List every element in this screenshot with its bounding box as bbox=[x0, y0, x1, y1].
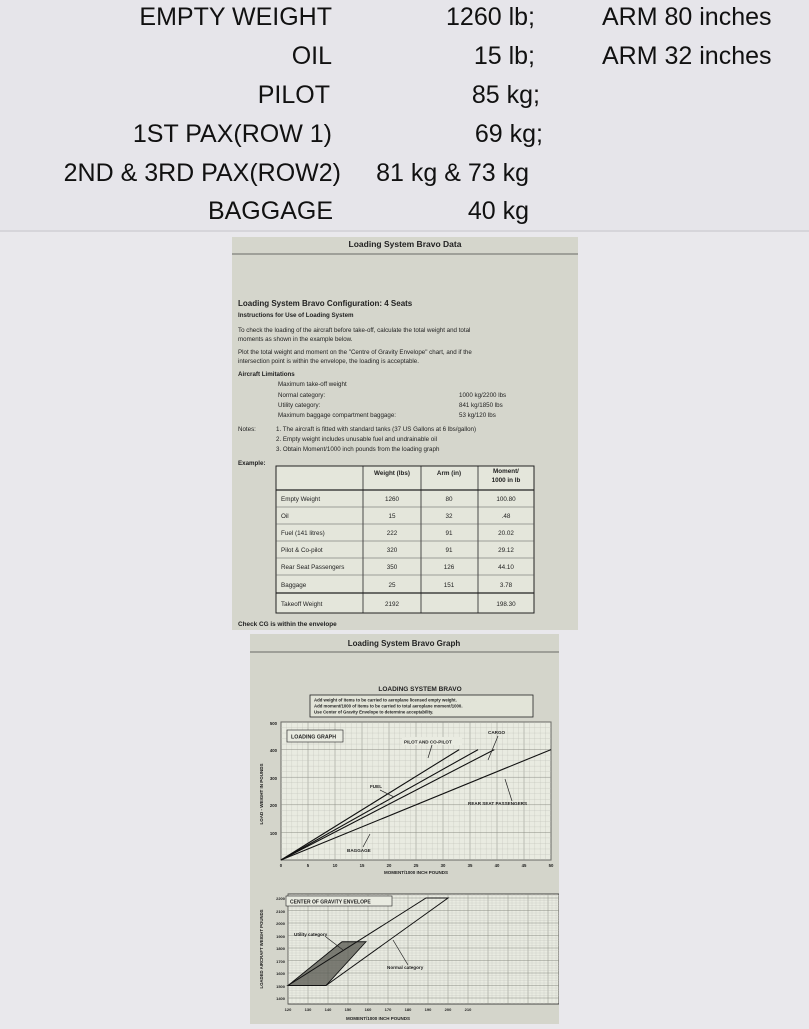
y-tick: 400 bbox=[269, 748, 277, 753]
instruction-line-2: moments as shown in the example below. bbox=[238, 336, 353, 343]
x-tick: 200 bbox=[444, 1007, 452, 1012]
data-page-header: Loading System Bravo Data bbox=[348, 239, 462, 249]
note-3: 3. Obtain Moment/1000 inch pounds from the loading graph bbox=[276, 446, 440, 453]
cg-y-ticks bbox=[276, 896, 286, 1001]
loading-graph-svg bbox=[250, 634, 559, 1024]
instruction-line-3: Plot the total weight and moment on the "Centre of Gravity Envelope" chart, and if the bbox=[238, 349, 472, 356]
y-tick: 500 bbox=[269, 721, 277, 726]
col-arm-header: Arm (in) bbox=[436, 470, 462, 477]
row-item: Takeoff Weight bbox=[281, 601, 323, 608]
row-weight: 2192 bbox=[384, 601, 400, 608]
row-item: Pilot & Co-pilot bbox=[281, 547, 323, 554]
x-tick: 190 bbox=[424, 1007, 432, 1012]
question-value-empty-weight: 1260 lb; bbox=[446, 3, 535, 31]
label-cargo: CARGO bbox=[488, 730, 506, 735]
utility-category-text: Utility category bbox=[294, 932, 328, 937]
check-cg-footer: Check CG is within the envelope bbox=[238, 621, 337, 628]
box-line-3: Use Center of Gravity Envelope to determine acceptability. bbox=[314, 709, 434, 715]
row-weight: 1260 bbox=[384, 496, 400, 503]
row-weight: 25 bbox=[388, 582, 396, 589]
x-tick: 120 bbox=[284, 1007, 292, 1012]
instructions-heading: Instructions for Use of Loading System bbox=[238, 312, 354, 319]
row-moment: 29.12 bbox=[498, 547, 514, 554]
baggage-limit-value: 53 kg/120 lbs bbox=[459, 412, 496, 419]
x-tick: 140 bbox=[324, 1007, 332, 1012]
x-tick: 45 bbox=[521, 863, 527, 868]
x-tick: 30 bbox=[440, 863, 446, 868]
col-weight-header: Weight (lbs) bbox=[374, 470, 410, 477]
instruction-line-4: intersection point is within the envelope, the loading is acceptable. bbox=[238, 358, 419, 365]
x-tick: 5 bbox=[306, 863, 310, 868]
x-tick: 35 bbox=[467, 863, 473, 868]
cg-y-axis-label: LOADED AIRCRAFT WEIGHT POUNDS bbox=[259, 909, 264, 989]
row-weight: 222 bbox=[386, 530, 398, 537]
col-moment-header-2: 1000 in lb bbox=[491, 477, 521, 484]
question-label-pax23: 2ND & 3RD PAX(ROW2) bbox=[63, 159, 341, 187]
question-label-empty-weight: EMPTY WEIGHT bbox=[139, 3, 332, 31]
question-label-baggage: BAGGAGE bbox=[207, 197, 333, 225]
y-tick: 1900 bbox=[276, 934, 285, 939]
label-fuel: FUEL bbox=[370, 784, 382, 789]
x-tick: 180 bbox=[404, 1007, 412, 1012]
example-table bbox=[276, 466, 534, 613]
question-value-oil: 15 lb; bbox=[473, 42, 535, 70]
x-tick: 40 bbox=[494, 863, 500, 868]
row-weight: 320 bbox=[386, 547, 398, 554]
baggage-limit-label: Maximum baggage compartment baggage: bbox=[278, 412, 396, 419]
cg-x-ticks bbox=[285, 1007, 472, 1012]
x-tick: 15 bbox=[359, 863, 365, 868]
loading-data-svg bbox=[232, 237, 578, 630]
box-line-2: Add moment/1000 of items to be carried to total aeroplane moment/1000. bbox=[314, 703, 463, 709]
row-arm: 91 bbox=[445, 530, 453, 537]
x-tick: 170 bbox=[384, 1007, 392, 1012]
x-tick: 150 bbox=[344, 1007, 352, 1012]
y-tick: 300 bbox=[269, 776, 277, 781]
row-weight: 350 bbox=[386, 564, 398, 571]
row-weight: 15 bbox=[388, 513, 396, 520]
question-value-pilot: 85 kg; bbox=[471, 81, 540, 109]
row-moment: 20.02 bbox=[498, 530, 514, 537]
cg-envelope-graph bbox=[259, 894, 559, 1021]
example-label: Example: bbox=[238, 460, 266, 467]
row-arm: 32 bbox=[445, 513, 453, 520]
label-pilot-co-pilot: PILOT AND CO-PILOT bbox=[404, 739, 452, 745]
loading-x-ticks bbox=[280, 863, 554, 868]
question-arm-oil: ARM 32 inches bbox=[602, 42, 772, 70]
row-moment: 198.30 bbox=[496, 601, 516, 608]
row-item: Oil bbox=[281, 513, 289, 520]
config-title: Loading System Bravo Configuration: 4 Seats bbox=[238, 299, 413, 308]
loading-graph-page bbox=[250, 634, 559, 1024]
row-arm: 91 bbox=[445, 547, 453, 554]
note-2: 2. Empty weight includes unusable fuel and undrainable oil bbox=[276, 436, 437, 443]
x-tick: 130 bbox=[304, 1007, 312, 1012]
x-tick: 160 bbox=[364, 1007, 372, 1012]
x-tick: 25 bbox=[413, 863, 419, 868]
col-moment-header-1: Moment/ bbox=[493, 468, 519, 475]
y-tick: 1400 bbox=[276, 996, 285, 1001]
loading-data-page bbox=[232, 237, 578, 630]
utility-category-label: Utility category: bbox=[278, 402, 321, 409]
question-arm-empty-weight: ARM 80 inches bbox=[602, 3, 772, 31]
row-moment: .48 bbox=[501, 513, 511, 520]
loading-graph bbox=[259, 721, 554, 875]
y-tick: 1700 bbox=[276, 959, 285, 964]
question-label-pilot: PILOT bbox=[257, 81, 330, 109]
row-arm: 80 bbox=[445, 496, 453, 503]
note-1: 1. The aircraft is fitted with standard tanks (37 US Gallons at 6 lbs/gallon) bbox=[276, 426, 477, 433]
panel-divider bbox=[0, 230, 809, 232]
y-tick: 1500 bbox=[276, 984, 285, 989]
box-line-1: Add weight of items to be carried to aeroplane licensed empty weight. bbox=[314, 697, 457, 703]
row-moment: 3.78 bbox=[499, 582, 513, 589]
row-arm: 151 bbox=[443, 582, 455, 589]
label-baggage: BAGGAGE bbox=[347, 848, 371, 853]
y-tick: 2000 bbox=[276, 921, 285, 926]
question-panel bbox=[0, 0, 809, 232]
x-tick: 20 bbox=[386, 863, 392, 868]
y-tick: 2100 bbox=[276, 909, 285, 914]
graph-page-header: Loading System Bravo Graph bbox=[347, 639, 461, 648]
row-moment: 100.80 bbox=[496, 496, 516, 503]
question-label-pax1: 1ST PAX(ROW 1) bbox=[132, 120, 332, 148]
label-rear-seat-passengers: REAR SEAT PASSENGERS bbox=[468, 801, 528, 806]
row-item: Fuel (141 litres) bbox=[281, 530, 325, 537]
question-value-baggage: 40 kg bbox=[467, 197, 529, 225]
loading-system-title: LOADING SYSTEM BRAVO bbox=[378, 686, 462, 693]
y-tick: 1800 bbox=[276, 946, 285, 951]
question-value-pax1: 69 kg; bbox=[474, 120, 543, 148]
normal-category-value: 1000 kg/2200 lbs bbox=[459, 392, 507, 399]
question-label-oil: OIL bbox=[291, 42, 332, 70]
y-tick: 2200 bbox=[276, 896, 285, 901]
row-item: Rear Seat Passengers bbox=[281, 564, 345, 571]
loading-y-axis-label: LOAD - WEIGHT IN POUNDS bbox=[259, 763, 264, 825]
max-takeoff-label: Maximum take-off weight bbox=[278, 381, 347, 388]
loading-x-axis-label: MOMENT/1000 INCH POUNDS bbox=[383, 870, 449, 875]
utility-category-value: 841 kg/1850 lbs bbox=[459, 402, 503, 409]
row-item: Empty Weight bbox=[281, 496, 321, 503]
y-tick: 100 bbox=[269, 831, 277, 836]
y-tick: 200 bbox=[269, 803, 277, 808]
instruction-line-1: To check the loading of the aircraft before take-off, calculate the total weight and total bbox=[238, 327, 471, 334]
limitations-heading: Aircraft Limitations bbox=[238, 371, 295, 378]
loading-graph-label: LOADING GRAPH bbox=[291, 734, 337, 741]
normal-category-text: Normal category bbox=[387, 965, 424, 970]
x-tick: 50 bbox=[548, 863, 554, 868]
normal-category-label: Normal category: bbox=[278, 392, 326, 399]
row-arm: 126 bbox=[443, 564, 455, 571]
y-tick: 1600 bbox=[276, 971, 285, 976]
question-value-pax23: 81 kg & 73 kg bbox=[376, 159, 529, 187]
cg-envelope-label: CENTER OF GRAVITY ENVELOPE bbox=[290, 899, 371, 906]
loading-y-ticks bbox=[270, 721, 278, 836]
notes-label: Notes: bbox=[238, 426, 256, 433]
x-tick: 10 bbox=[332, 863, 338, 868]
x-tick: 210 bbox=[464, 1007, 472, 1012]
row-item: Baggage bbox=[281, 582, 307, 589]
x-tick: 0 bbox=[279, 863, 283, 868]
row-moment: 44.10 bbox=[498, 564, 514, 571]
cg-x-axis-label: MOMENT/1000 INCH POUNDS bbox=[345, 1016, 411, 1021]
